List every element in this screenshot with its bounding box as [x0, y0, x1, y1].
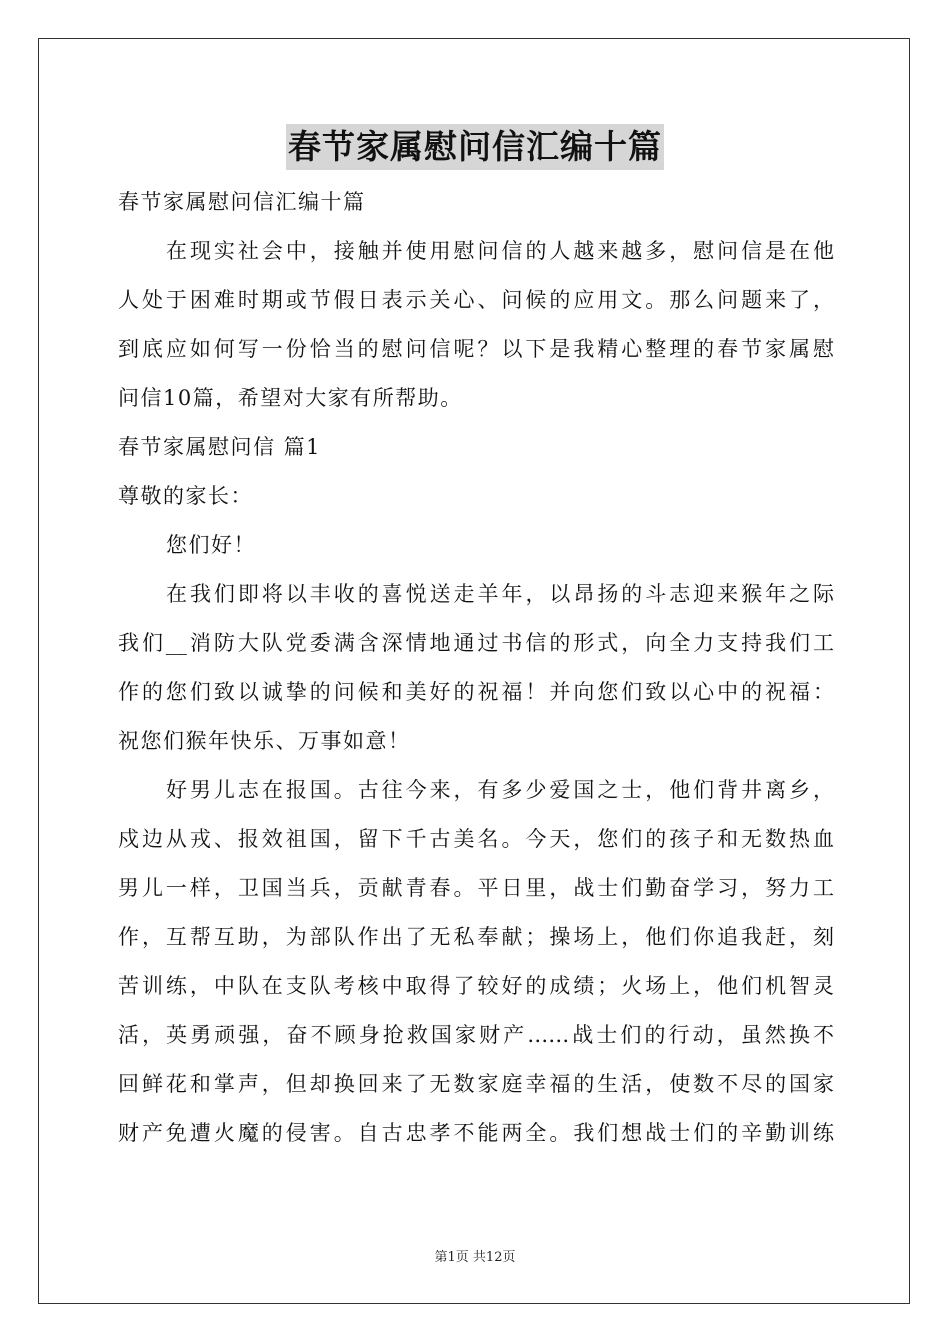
text-line: 尊敬的家长：: [118, 484, 253, 508]
text-line: 回鲜花和掌声，但却换回来了无数家庭幸福的生活，使数不尽的国家: [118, 1072, 834, 1096]
text-line: 春节家属慰问信汇编十篇: [118, 190, 366, 214]
text-line: 在现实社会中，接触并使用慰问信的人越来越多，慰问信是在他: [166, 239, 834, 263]
text-line: 作，互帮互助，为部队作出了无私奉献；操场上，他们你追我赶，刻: [118, 925, 834, 949]
text-line: 到底应如何写一份恰当的慰问信呢？以下是我精心整理的春节家属慰: [118, 337, 834, 361]
text-line: 苦训练，中队在支队考核中取得了较好的成绩；火场上，他们机智灵: [118, 974, 834, 998]
title-area: [0, 124, 950, 170]
text-line: 您们好！: [166, 533, 256, 557]
text-line: 男儿一样，卫国当兵，贡献青春。平日里，战士们勤奋学习，努力工: [118, 876, 834, 900]
text-line: 我们__消防大队党委满含深情地通过书信的形式，向全力支持我们工: [118, 631, 834, 655]
text-line: 活，英勇顽强，奋不顾身抢救国家财产……战士们的行动，虽然换不: [118, 1023, 834, 1047]
text-line: 祝您们猴年快乐、万事如意！: [118, 729, 411, 753]
text-line: 在我们即将以丰收的喜悦送走羊年，以昂扬的斗志迎来猴年之际: [166, 582, 834, 606]
text-line: 财产免遭火魔的侵害。自古忠孝不能两全。我们想战士们的辛勤训练: [118, 1121, 834, 1145]
text-line: 问信10篇，希望对大家有所帮助。: [118, 386, 463, 410]
text-line: 作的您们致以诚挚的问候和美好的祝福！并向您们致以心中的祝福：: [118, 680, 834, 704]
text-line: 人处于困难时期或节假日表示关心、问候的应用文。那么问题来了，: [118, 288, 834, 312]
document-body: [118, 178, 834, 1158]
text-line: 戍边从戎、报效祖国，留下千古美名。今天，您们的孩子和无数热血: [118, 827, 834, 851]
text-line: 春节家属慰问信 篇1: [118, 435, 322, 459]
document-title: 春节家属慰问信汇编十篇: [286, 124, 664, 170]
text-line: 好男儿志在报国。古往今来，有多少爱国之士，他们背井离乡，: [166, 778, 834, 802]
page-number: 第1页 共12页: [434, 1250, 516, 1265]
